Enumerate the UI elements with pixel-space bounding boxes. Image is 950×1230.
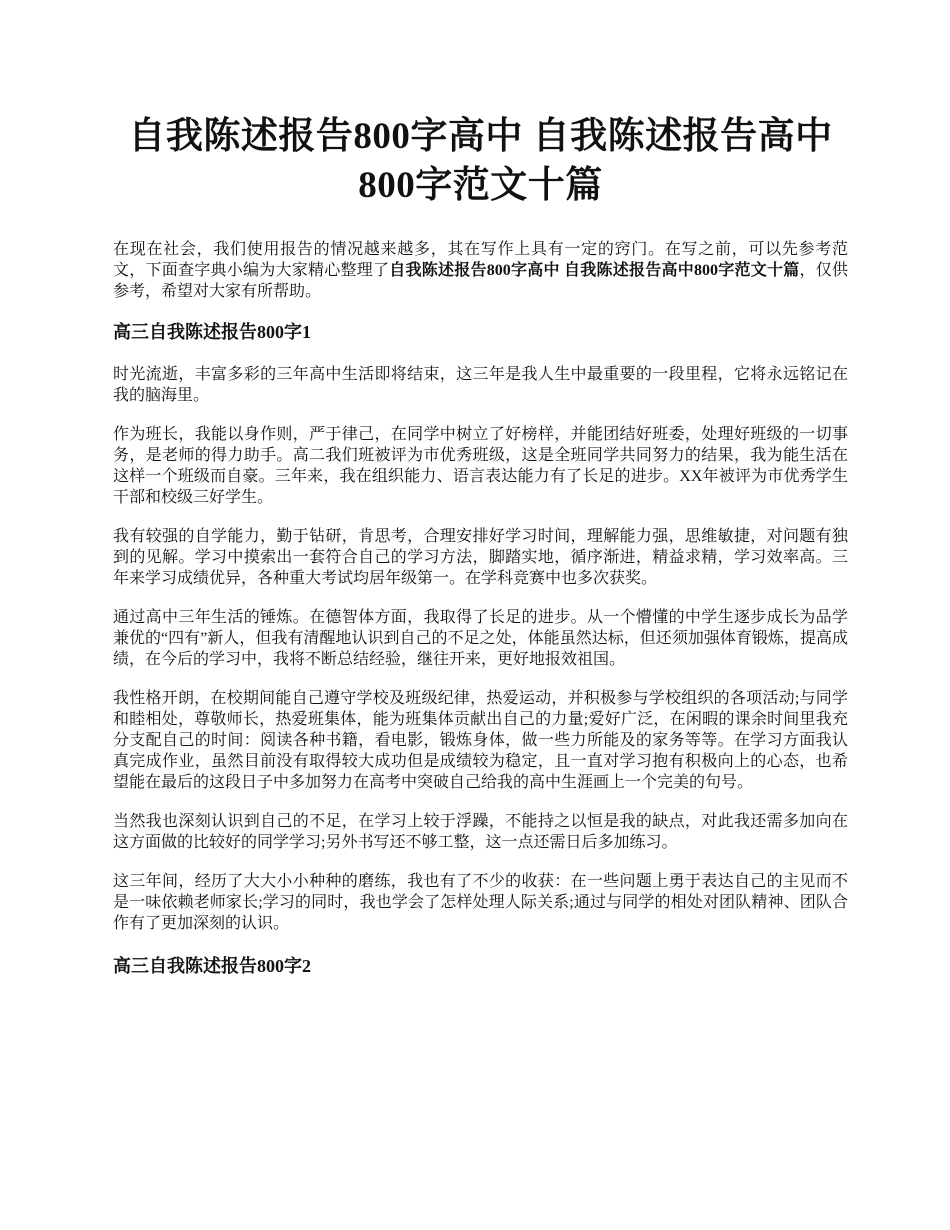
intro-bold-title: 自我陈述报告800字高中 自我陈述报告高中800字范文十篇 bbox=[389, 262, 800, 279]
body-paragraph: 当然我也深刻认识到自己的不足，在学习上较于浮躁，不能持之以恒是我的缺点，对此我还需多加向在这方面做的比较好的同学学习;另外书写还不够工整，这一点还需日后多加练习。 bbox=[113, 813, 848, 851]
body-paragraph: 时光流逝，丰富多彩的三年高中生活即将结束，这三年是我人生中最重要的一段里程，它将永远铭记在我的脑海里。 bbox=[113, 366, 848, 404]
intro-text-before: 在现在社会，我们使用报告的情况越来越多，其在写作上具有一定的窍门。在写之前，可以先参考范文，下面查字典小编为大家精心整理了 bbox=[113, 241, 848, 279]
intro-text-after: ，仅供参考，希望对大家有所帮助。 bbox=[113, 262, 848, 300]
body-paragraph: 作为班长，我能以身作则，严于律己，在同学中树立了好榜样，并能团结好班委，处理好班级的一切事务，是老师的得力助手。高二我们班被评为市优秀班级，这是全班同学共同努力的结果，我为能生活在这样一个班级而自豪。三年来，我在组织能力、语言表达能力有了长足的进步。XX年被评为市优秀学生干部和校级三好学生。 bbox=[113, 426, 848, 506]
page-title: 自我陈述报告800字高中 自我陈述报告高中800字范文十篇 bbox=[128, 116, 833, 206]
body-paragraph: 这三年间，经历了大大小小种种的磨练，我也有了不少的收获：在一些问题上勇于表达自己的主见而不是一味依赖老师家长;学习的同时，我也学会了怎样处理人际关系;通过与同学的相处对团队精神、团队合作有了更加深刻的认识。 bbox=[113, 873, 848, 932]
intro-paragraph bbox=[113, 239, 848, 302]
section-heading-1: 高三自我陈述报告800字1 bbox=[113, 322, 311, 342]
body-paragraph: 我有较强的自学能力，勤于钻研，肯思考，合理安排好学习时间，理解能力强，思维敏捷，对问题有独到的见解。学习中摸索出一套符合自己的学习方法，脚踏实地，循序渐进，精益求精，学习效率高。三年来学习成绩优异，各种重大考试均居年级第一。在学科竞赛中也多次获奖。 bbox=[113, 528, 848, 587]
document-page bbox=[113, 0, 848, 978]
section-heading-2: 高三自我陈述报告800字2 bbox=[113, 956, 311, 976]
body-paragraph: 通过高中三年生活的锤炼。在德智体方面，我取得了长足的进步。从一个懵懂的中学生逐步成长为品学兼优的“四有”新人，但我有清醒地认识到自己的不足之处，体能虽然达标，但还须加强体育锻炼，提高成绩，在今后的学习中，我将不断总结经验，继往开来，更好地报效祖国。 bbox=[113, 609, 848, 668]
body-paragraph: 我性格开朗，在校期间能自己遵守学校及班级纪律，热爱运动，并积极参与学校组织的各项活动;与同学和睦相处，尊敬师长，热爱班集体，能为班集体贡献出自己的力量;爱好广泛，在闲暇的课余时间里我充分支配自己的时间：阅读各种书籍，看电影，锻炼身体，做一些力所能及的家务等等。在学习方面我认真完成作业，虽然目前没有取得较大成功但是成绩较为稳定，且一直对学习抱有积极向上的心态，也希望能在最后的这段日子中多加努力在高考中突破自己给我的高中生涯画上一个完美的句号。 bbox=[113, 690, 848, 791]
